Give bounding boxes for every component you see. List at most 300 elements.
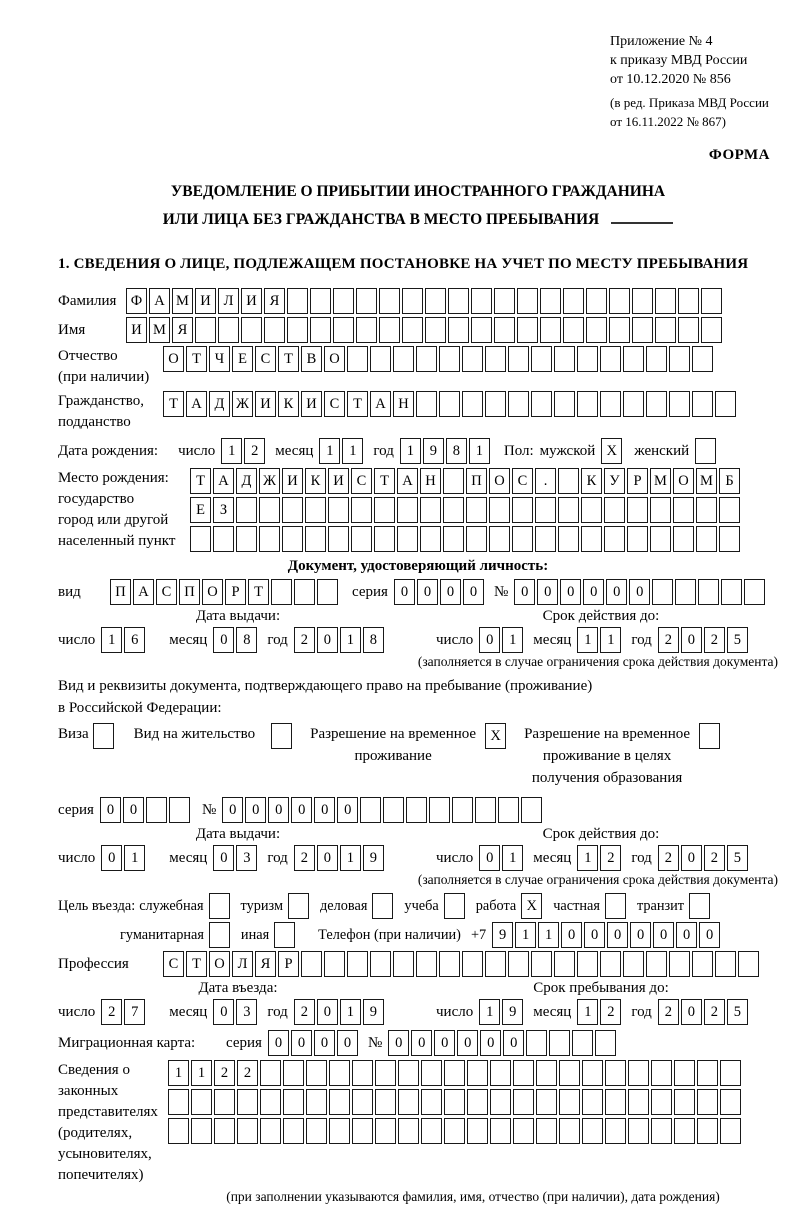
char-box[interactable]	[697, 1060, 718, 1086]
char-box[interactable]	[375, 1118, 396, 1144]
char-box[interactable]: 1	[319, 438, 340, 464]
char-box[interactable]	[535, 497, 556, 523]
char-box[interactable]: И	[241, 288, 262, 314]
char-box[interactable]	[490, 1089, 511, 1115]
char-box[interactable]	[471, 288, 492, 314]
char-box[interactable]	[582, 1118, 603, 1144]
char-box[interactable]	[540, 288, 561, 314]
char-box[interactable]	[586, 288, 607, 314]
char-box[interactable]	[655, 288, 676, 314]
char-box[interactable]	[333, 317, 354, 343]
char-box[interactable]: 0	[123, 797, 144, 823]
char-box[interactable]	[720, 1089, 741, 1115]
char-box[interactable]	[744, 579, 765, 605]
char-box[interactable]: Я	[172, 317, 193, 343]
char-box[interactable]: 3	[236, 999, 257, 1025]
char-box[interactable]: 1	[191, 1060, 212, 1086]
char-box[interactable]	[650, 526, 671, 552]
char-box[interactable]: 9	[363, 999, 384, 1025]
char-box[interactable]: .	[535, 468, 556, 494]
char-box[interactable]	[310, 317, 331, 343]
char-box[interactable]	[383, 797, 404, 823]
char-box[interactable]	[375, 1089, 396, 1115]
char-box[interactable]	[191, 1089, 212, 1115]
char-box[interactable]	[352, 1060, 373, 1086]
char-box[interactable]	[675, 579, 696, 605]
char-box[interactable]	[421, 1118, 442, 1144]
char-box[interactable]	[632, 288, 653, 314]
char-box[interactable]	[521, 797, 542, 823]
char-box[interactable]: 0	[268, 1030, 289, 1056]
char-box[interactable]: К	[278, 391, 299, 417]
char-box[interactable]	[674, 1060, 695, 1086]
purpose-private-checkbox[interactable]	[605, 893, 626, 919]
char-box[interactable]: М	[149, 317, 170, 343]
char-box[interactable]	[398, 1060, 419, 1086]
char-box[interactable]	[347, 346, 368, 372]
char-box[interactable]: 0	[337, 1030, 358, 1056]
char-box[interactable]: 0	[394, 579, 415, 605]
char-box[interactable]	[416, 346, 437, 372]
char-box[interactable]	[531, 346, 552, 372]
char-box[interactable]	[715, 391, 736, 417]
char-box[interactable]	[490, 1060, 511, 1086]
char-box[interactable]	[673, 497, 694, 523]
char-box[interactable]	[531, 951, 552, 977]
purpose-other-checkbox[interactable]	[274, 922, 295, 948]
char-box[interactable]	[397, 526, 418, 552]
char-box[interactable]	[317, 579, 338, 605]
char-box[interactable]	[517, 317, 538, 343]
char-box[interactable]: 0	[100, 797, 121, 823]
char-box[interactable]: 0	[630, 922, 651, 948]
char-box[interactable]	[605, 1089, 626, 1115]
char-box[interactable]	[475, 797, 496, 823]
char-box[interactable]	[305, 497, 326, 523]
purpose-humanitarian-checkbox[interactable]	[209, 922, 230, 948]
char-box[interactable]	[406, 797, 427, 823]
char-box[interactable]	[720, 1060, 741, 1086]
char-box[interactable]	[444, 1118, 465, 1144]
char-box[interactable]: 1	[577, 999, 598, 1025]
char-box[interactable]	[439, 346, 460, 372]
char-box[interactable]	[508, 391, 529, 417]
char-box[interactable]: 0	[222, 797, 243, 823]
char-box[interactable]	[600, 346, 621, 372]
char-box[interactable]	[563, 317, 584, 343]
char-box[interactable]: Е	[232, 346, 253, 372]
char-box[interactable]: 0	[434, 1030, 455, 1056]
char-box[interactable]: И	[126, 317, 147, 343]
purpose-work-checkbox[interactable]: X	[521, 893, 542, 919]
char-box[interactable]	[283, 1089, 304, 1115]
char-box[interactable]: 1	[168, 1060, 189, 1086]
char-box[interactable]	[554, 346, 575, 372]
char-box[interactable]	[471, 317, 492, 343]
char-box[interactable]	[329, 1060, 350, 1086]
char-box[interactable]	[536, 1118, 557, 1144]
char-box[interactable]	[466, 526, 487, 552]
char-box[interactable]	[429, 797, 450, 823]
char-box[interactable]	[237, 1089, 258, 1115]
char-box[interactable]: Ж	[232, 391, 253, 417]
char-box[interactable]	[214, 1089, 235, 1115]
char-box[interactable]: А	[213, 468, 234, 494]
char-box[interactable]	[536, 1089, 557, 1115]
char-box[interactable]: К	[305, 468, 326, 494]
char-box[interactable]: 0	[629, 579, 650, 605]
char-box[interactable]: Р	[225, 579, 246, 605]
char-box[interactable]	[738, 951, 759, 977]
char-box[interactable]: 0	[213, 627, 234, 653]
char-box[interactable]	[324, 951, 345, 977]
char-box[interactable]: 0	[411, 1030, 432, 1056]
temporary-residence-education-checkbox[interactable]	[699, 723, 720, 749]
char-box[interactable]	[379, 317, 400, 343]
char-box[interactable]	[674, 1089, 695, 1115]
char-box[interactable]	[282, 497, 303, 523]
char-box[interactable]	[462, 951, 483, 977]
char-box[interactable]	[609, 317, 630, 343]
char-box[interactable]	[241, 317, 262, 343]
char-box[interactable]: 1	[469, 438, 490, 464]
char-box[interactable]	[416, 391, 437, 417]
char-box[interactable]	[191, 1118, 212, 1144]
char-box[interactable]: О	[163, 346, 184, 372]
char-box[interactable]	[374, 497, 395, 523]
char-box[interactable]	[374, 526, 395, 552]
char-box[interactable]	[379, 288, 400, 314]
char-box[interactable]	[559, 1060, 580, 1086]
char-box[interactable]: 2	[244, 438, 265, 464]
temporary-residence-checkbox[interactable]: X	[485, 723, 506, 749]
char-box[interactable]	[259, 497, 280, 523]
char-box[interactable]	[402, 288, 423, 314]
char-box[interactable]: 0	[681, 845, 702, 871]
char-box[interactable]	[489, 497, 510, 523]
char-box[interactable]	[697, 1089, 718, 1115]
char-box[interactable]	[467, 1118, 488, 1144]
char-box[interactable]	[600, 391, 621, 417]
char-box[interactable]: Р	[627, 468, 648, 494]
char-box[interactable]: 2	[214, 1060, 235, 1086]
char-box[interactable]	[347, 951, 368, 977]
char-box[interactable]: 0	[514, 579, 535, 605]
char-box[interactable]: 0	[584, 922, 605, 948]
char-box[interactable]: Ч	[209, 346, 230, 372]
char-box[interactable]	[375, 1060, 396, 1086]
char-box[interactable]: 3	[236, 845, 257, 871]
char-box[interactable]	[604, 497, 625, 523]
char-box[interactable]	[623, 346, 644, 372]
char-box[interactable]	[697, 1118, 718, 1144]
char-box[interactable]	[646, 391, 667, 417]
title-blank-line[interactable]	[611, 222, 673, 224]
char-box[interactable]	[420, 526, 441, 552]
char-box[interactable]	[213, 526, 234, 552]
char-box[interactable]	[581, 497, 602, 523]
char-box[interactable]: К	[581, 468, 602, 494]
char-box[interactable]: 0	[440, 579, 461, 605]
char-box[interactable]	[559, 1089, 580, 1115]
char-box[interactable]	[294, 579, 315, 605]
char-box[interactable]: 2	[237, 1060, 258, 1086]
char-box[interactable]: 2	[704, 845, 725, 871]
female-checkbox[interactable]	[695, 438, 716, 464]
char-box[interactable]: 0	[337, 797, 358, 823]
char-box[interactable]: 1	[340, 999, 361, 1025]
char-box[interactable]: 2	[704, 999, 725, 1025]
char-box[interactable]	[462, 391, 483, 417]
char-box[interactable]	[581, 526, 602, 552]
char-box[interactable]: 0	[607, 922, 628, 948]
char-box[interactable]	[559, 1118, 580, 1144]
char-box[interactable]: 0	[479, 845, 500, 871]
char-box[interactable]	[452, 797, 473, 823]
char-box[interactable]	[674, 1118, 695, 1144]
char-box[interactable]	[701, 288, 722, 314]
char-box[interactable]: 2	[101, 999, 122, 1025]
char-box[interactable]	[444, 1089, 465, 1115]
char-box[interactable]: И	[301, 391, 322, 417]
char-box[interactable]	[678, 317, 699, 343]
char-box[interactable]: Т	[248, 579, 269, 605]
char-box[interactable]	[283, 1118, 304, 1144]
char-box[interactable]	[698, 579, 719, 605]
char-box[interactable]: 0	[245, 797, 266, 823]
char-box[interactable]	[416, 951, 437, 977]
char-box[interactable]	[721, 579, 742, 605]
char-box[interactable]	[540, 317, 561, 343]
char-box[interactable]	[719, 526, 740, 552]
char-box[interactable]	[283, 1060, 304, 1086]
char-box[interactable]: В	[301, 346, 322, 372]
char-box[interactable]	[301, 951, 322, 977]
char-box[interactable]	[218, 317, 239, 343]
char-box[interactable]	[627, 526, 648, 552]
char-box[interactable]: 0	[653, 922, 674, 948]
char-box[interactable]: 5	[727, 999, 748, 1025]
char-box[interactable]: 2	[600, 845, 621, 871]
char-box[interactable]	[692, 346, 713, 372]
purpose-tourism-checkbox[interactable]	[288, 893, 309, 919]
char-box[interactable]: 2	[294, 999, 315, 1025]
char-box[interactable]: С	[156, 579, 177, 605]
char-box[interactable]: 1	[479, 999, 500, 1025]
char-box[interactable]	[310, 288, 331, 314]
char-box[interactable]	[467, 1089, 488, 1115]
char-box[interactable]: Ж	[259, 468, 280, 494]
char-box[interactable]: М	[650, 468, 671, 494]
char-box[interactable]: 1	[577, 627, 598, 653]
char-box[interactable]: 0	[317, 845, 338, 871]
char-box[interactable]	[466, 497, 487, 523]
char-box[interactable]	[485, 391, 506, 417]
char-box[interactable]: Е	[190, 497, 211, 523]
char-box[interactable]: 1	[502, 845, 523, 871]
char-box[interactable]	[333, 288, 354, 314]
char-box[interactable]	[329, 1118, 350, 1144]
char-box[interactable]: 0	[317, 627, 338, 653]
char-box[interactable]: 9	[423, 438, 444, 464]
char-box[interactable]	[329, 1089, 350, 1115]
char-box[interactable]: 9	[363, 845, 384, 871]
char-box[interactable]	[168, 1118, 189, 1144]
char-box[interactable]	[462, 346, 483, 372]
char-box[interactable]	[609, 288, 630, 314]
char-box[interactable]: И	[195, 288, 216, 314]
char-box[interactable]: О	[673, 468, 694, 494]
char-box[interactable]	[651, 1089, 672, 1115]
char-box[interactable]: И	[328, 468, 349, 494]
char-box[interactable]	[646, 951, 667, 977]
char-box[interactable]	[264, 317, 285, 343]
char-box[interactable]: Н	[393, 391, 414, 417]
char-box[interactable]	[512, 497, 533, 523]
char-box[interactable]	[448, 288, 469, 314]
char-box[interactable]	[554, 951, 575, 977]
char-box[interactable]	[554, 391, 575, 417]
char-box[interactable]: 5	[727, 627, 748, 653]
char-box[interactable]	[271, 579, 292, 605]
char-box[interactable]: Д	[236, 468, 257, 494]
char-box[interactable]: 8	[446, 438, 467, 464]
char-box[interactable]	[526, 1030, 547, 1056]
char-box[interactable]: А	[397, 468, 418, 494]
char-box[interactable]: С	[255, 346, 276, 372]
char-box[interactable]: 0	[291, 797, 312, 823]
char-box[interactable]: 1	[400, 438, 421, 464]
char-box[interactable]: 1	[221, 438, 242, 464]
char-box[interactable]	[651, 1060, 672, 1086]
char-box[interactable]: 0	[681, 627, 702, 653]
char-box[interactable]: 1	[538, 922, 559, 948]
char-box[interactable]	[678, 288, 699, 314]
char-box[interactable]	[719, 497, 740, 523]
char-box[interactable]	[306, 1118, 327, 1144]
char-box[interactable]	[214, 1118, 235, 1144]
char-box[interactable]	[623, 951, 644, 977]
char-box[interactable]	[306, 1060, 327, 1086]
char-box[interactable]	[393, 346, 414, 372]
purpose-study-checkbox[interactable]	[444, 893, 465, 919]
char-box[interactable]	[669, 391, 690, 417]
char-box[interactable]	[282, 526, 303, 552]
char-box[interactable]	[517, 288, 538, 314]
char-box[interactable]	[356, 288, 377, 314]
char-box[interactable]	[169, 797, 190, 823]
char-box[interactable]: Н	[420, 468, 441, 494]
char-box[interactable]: 1	[577, 845, 598, 871]
char-box[interactable]	[485, 951, 506, 977]
char-box[interactable]: 0	[213, 845, 234, 871]
char-box[interactable]: 0	[417, 579, 438, 605]
char-box[interactable]: 0	[480, 1030, 501, 1056]
char-box[interactable]	[600, 951, 621, 977]
char-box[interactable]: 0	[560, 579, 581, 605]
char-box[interactable]: 0	[314, 1030, 335, 1056]
char-box[interactable]	[595, 1030, 616, 1056]
char-box[interactable]: П	[466, 468, 487, 494]
char-box[interactable]	[498, 797, 519, 823]
char-box[interactable]	[577, 951, 598, 977]
char-box[interactable]	[439, 951, 460, 977]
char-box[interactable]: О	[209, 951, 230, 977]
char-box[interactable]: П	[110, 579, 131, 605]
char-box[interactable]: О	[202, 579, 223, 605]
char-box[interactable]	[356, 317, 377, 343]
char-box[interactable]	[360, 797, 381, 823]
char-box[interactable]	[577, 391, 598, 417]
char-box[interactable]: 0	[101, 845, 122, 871]
char-box[interactable]	[397, 497, 418, 523]
char-box[interactable]: 8	[236, 627, 257, 653]
char-box[interactable]	[328, 526, 349, 552]
char-box[interactable]	[370, 951, 391, 977]
char-box[interactable]: З	[213, 497, 234, 523]
char-box[interactable]	[512, 526, 533, 552]
char-box[interactable]	[490, 1118, 511, 1144]
char-box[interactable]: А	[370, 391, 391, 417]
char-box[interactable]	[444, 1060, 465, 1086]
char-box[interactable]: М	[696, 468, 717, 494]
purpose-transit-checkbox[interactable]	[689, 893, 710, 919]
char-box[interactable]	[628, 1089, 649, 1115]
char-box[interactable]	[582, 1060, 603, 1086]
char-box[interactable]: М	[172, 288, 193, 314]
char-box[interactable]	[692, 391, 713, 417]
char-box[interactable]: 7	[124, 999, 145, 1025]
char-box[interactable]: А	[149, 288, 170, 314]
visa-checkbox[interactable]	[93, 723, 114, 749]
char-box[interactable]	[443, 468, 464, 494]
char-box[interactable]: С	[351, 468, 372, 494]
char-box[interactable]: О	[324, 346, 345, 372]
char-box[interactable]: 1	[342, 438, 363, 464]
char-box[interactable]: 2	[294, 845, 315, 871]
char-box[interactable]: 0	[681, 999, 702, 1025]
char-box[interactable]	[605, 1060, 626, 1086]
char-box[interactable]: Л	[218, 288, 239, 314]
char-box[interactable]	[632, 317, 653, 343]
char-box[interactable]	[146, 797, 167, 823]
char-box[interactable]	[558, 497, 579, 523]
char-box[interactable]	[655, 317, 676, 343]
char-box[interactable]	[420, 497, 441, 523]
char-box[interactable]	[513, 1060, 534, 1086]
char-box[interactable]: Я	[255, 951, 276, 977]
char-box[interactable]: 8	[363, 627, 384, 653]
char-box[interactable]: 2	[658, 627, 679, 653]
char-box[interactable]: 1	[502, 627, 523, 653]
char-box[interactable]	[701, 317, 722, 343]
char-box[interactable]	[508, 346, 529, 372]
char-box[interactable]: А	[186, 391, 207, 417]
char-box[interactable]	[393, 951, 414, 977]
char-box[interactable]	[669, 951, 690, 977]
char-box[interactable]: Т	[163, 391, 184, 417]
char-box[interactable]	[398, 1118, 419, 1144]
char-box[interactable]	[582, 1089, 603, 1115]
char-box[interactable]	[627, 497, 648, 523]
char-box[interactable]	[236, 497, 257, 523]
char-box[interactable]: 0	[503, 1030, 524, 1056]
char-box[interactable]	[259, 526, 280, 552]
char-box[interactable]	[652, 579, 673, 605]
char-box[interactable]	[425, 288, 446, 314]
char-box[interactable]: Р	[278, 951, 299, 977]
char-box[interactable]: 1	[340, 845, 361, 871]
